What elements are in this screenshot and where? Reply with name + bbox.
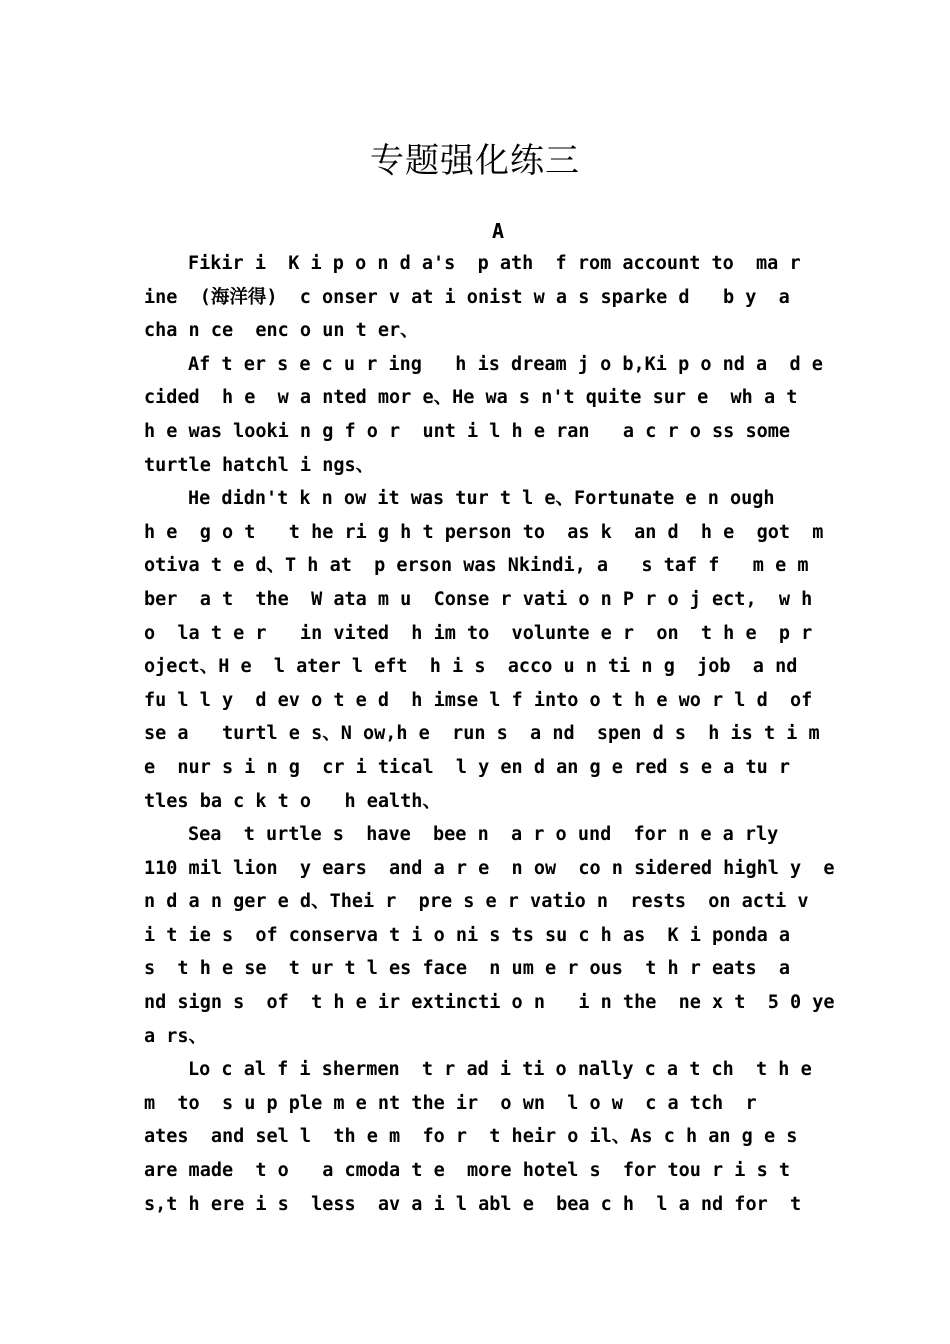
text-line: n d a n ger e d、Thei r pre s e r vatio n rests on acti v	[144, 891, 809, 913]
text-line: ine (海洋得) c onser v at i onist w a s sparke d b y a	[144, 286, 790, 308]
text-line: turtle hatchl i ngs、	[144, 454, 375, 476]
text-line: h e g o t t he ri g h t person to as k an d h e got m	[144, 521, 824, 543]
text-line: nd sign s of t h e ir extincti o n i n the ne x t 5 0 ye	[144, 992, 835, 1014]
text-line: h e was looki n g f o r unt i l h e ran a c r o ss some	[144, 420, 791, 442]
text-line: i t ie s of conserva t i o ni s ts su c h as K i ponda a	[144, 924, 791, 946]
text-line: s,t h ere i s less av a i l abl e bea c h l a nd for t	[144, 1193, 802, 1215]
text-line: m to s u p ple m e nt the ir o wn l o w c a tch r	[144, 1092, 757, 1114]
text-line: are made t o a cmoda t e more hotel s for tou r i s t	[144, 1160, 791, 1182]
text-line: Fikir i K i p o n d a's p ath f rom account to ma r	[188, 253, 801, 274]
section-label: A	[491, 219, 505, 243]
text-line: otiva t e d、T h at p erson was Nkindi, a s taf f m e m	[144, 555, 809, 577]
text-line: tles ba c k t o h ealth、	[144, 790, 441, 812]
text-line: 110 mil lion y ears and a r e n ow co n sidered highl y e	[144, 857, 835, 879]
passage-text	[144, 247, 835, 1221]
text-line: Lo c al f i shermen t r ad i ti o nally c a t ch t h e	[188, 1059, 812, 1081]
text-line: oject、H e l ater l eft h i s acco u n ti n g job a nd	[144, 656, 798, 678]
text-line: cided h e w a nted mor e、He wa s n't quite sur e wh a t	[144, 387, 798, 409]
text-line: cha n ce enc o un t er、	[144, 320, 419, 342]
text-line: Af t er s e c u r ing h is dream j o b,Ki p o nd a d e	[188, 353, 823, 375]
text-line: e nur s i n g cr i tical l y en d an g e red s e a tu r	[144, 756, 791, 778]
text-line: ates and sel l th e m fo r t heir o il、As c h an g e s	[144, 1126, 798, 1148]
text-line: Sea t urtle s have bee n a r o und for n e a rly	[188, 824, 779, 846]
text-line: a rs、	[144, 1025, 208, 1047]
text-line: s t h e se t ur t l es face n um e r ous t h r eats a	[144, 958, 791, 980]
document-title: 专题强化练三	[370, 141, 580, 181]
text-line: He didn't k n ow it was tur t l e、Fortunate e n ough	[188, 488, 775, 510]
text-line: o la t e r in vited h im to volunte e r on t h e p r	[144, 622, 813, 644]
text-line: fu l l y d ev o t e d h imse l f into o t h e wo r l d of	[144, 689, 813, 711]
text-line: se a turtl e s、N ow,h e run s a nd spen d s h is t i m	[144, 723, 820, 745]
text-line: ber a t the W ata m u Conse r vati o n P r o j ect, w h	[144, 588, 813, 610]
